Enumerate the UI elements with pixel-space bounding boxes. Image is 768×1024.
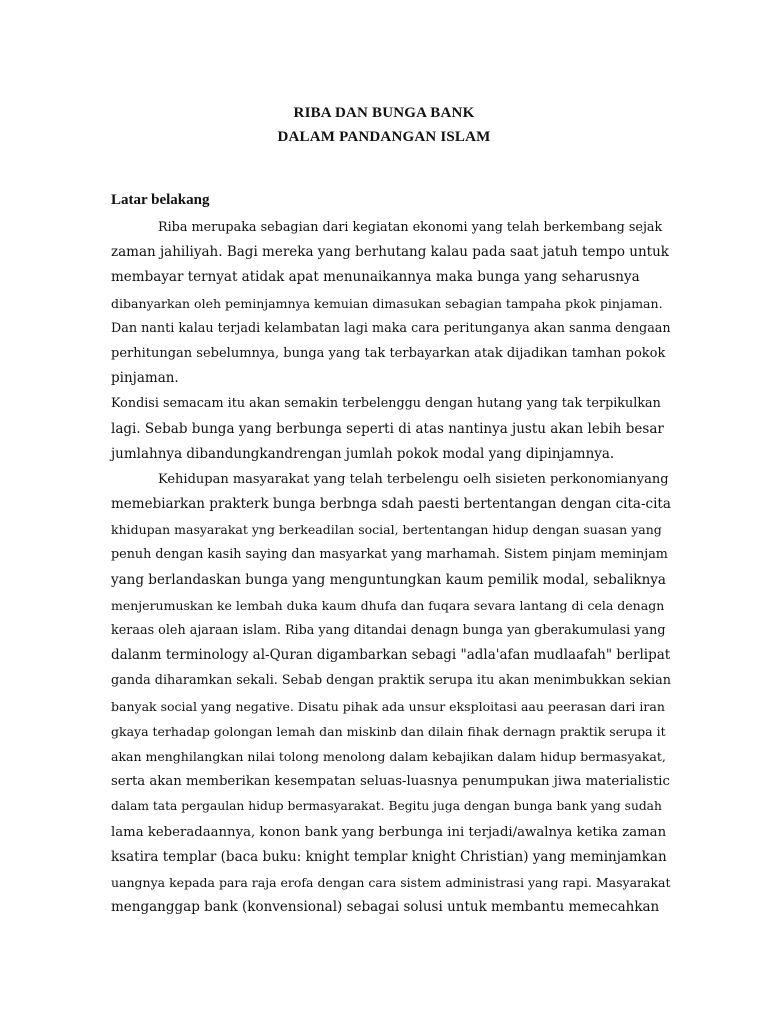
text-line: Dan nanti kalau terjadi kelambatan lagi maka cara peritunganya akan sanma dengaan: [111, 320, 671, 336]
text-line: Kondisi semacam itu akan semakin terbelenggu dengan hutang yang tak terpikulkan: [111, 396, 661, 412]
text-line: lama keberadaannya, konon bank yang berbunga ini terjadi/awalnya ketika zaman: [111, 824, 667, 840]
text-line: dalam tata pergaulan hidup bermasyarakat. Begitu juga dengan bunga bank yang sudah: [111, 799, 662, 814]
text-line: jumlahnya dibandungkandrengan jumlah pokok modal yang dipinjamnya.: [111, 445, 615, 462]
text-line: banyak social yang negative. Disatu pihak ada unsur eksploitasi aau peerasan dari iran: [111, 698, 665, 714]
text-line: akan menghilangkan nilai tolong menolong dalam kebajikan dalam hidup bermasyakat,: [111, 748, 666, 764]
text-line: uangnya kepada para raja erofa dengan cara sistem administrasi yang rapi. Masyarakat: [111, 874, 671, 890]
text-line: dalanm terminology al-Quran digambarkan sebagi "adla'afan mudlaafah" berlipat: [111, 647, 671, 664]
text-line: gkaya terhadap golongan lemah dan miskinb dan dilain fihak dernagn praktik serupa it: [111, 723, 666, 739]
text-line: ksatira templar (baca buku: knight templar knight Christian) yang meminjamkan: [111, 848, 667, 865]
text-line: dibanyarkan oleh peminjamnya kemuian dimasukan sebagian tampaha pkok pinjaman.: [111, 295, 663, 311]
body-text: [111, 215, 671, 920]
text-line: membayar ternyat atidak apat menunaikannya maka bunga yang seharusnya: [111, 269, 640, 286]
text-line: lagi. Sebab bunga yang berbunga seperti di atas nantinya justu akan lebih besar: [111, 420, 664, 437]
text-line: penuh dengan kasih saying dan masyarkat yang marhamah. Sistem pinjam meminjam: [111, 547, 668, 563]
text-line: Kehidupan masyarakat yang telah terbelengu oelh sisieten perkonomianyang: [158, 471, 669, 487]
text-line: zaman jahiliyah. Bagi mereka yang berhutang kalau pada saat jatuh tempo untuk: [111, 244, 669, 261]
text-line: khidupan masyarakat yng berkeadilan social, bertentangan hidup dengan suasan yang: [111, 522, 662, 538]
text-line: yang berlandaskan bunga yang menguntungkan kaum pemilik modal, sebaliknya: [111, 571, 666, 588]
text-line: ganda diharamkan sekali. Sebab dengan praktik serupa itu akan menimbukkan sekian: [111, 673, 671, 689]
document-title-line-2: DALAM PANDANGAN ISLAM: [277, 129, 491, 145]
text-line: menjerumuskan ke lembah duka kaum dhufa dan fuqara sevara lantang di cela denagn: [111, 597, 665, 613]
text-line: serta akan memberikan kesempatan seluas-luasnya penumpukan jiwa materialistic: [111, 774, 670, 790]
text-line: perhitungan sebelumnya, bunga yang tak terbayarkan atak dijadikan tamhan pokok: [111, 345, 666, 361]
text-line: keraas oleh ajaraan islam. Riba yang ditandai denagn bunga yan gberakumulasi yang: [111, 623, 666, 638]
document-title-line-1: RIBA DAN BUNGA BANK: [293, 105, 475, 121]
text-line: pinjaman.: [111, 370, 179, 387]
text-line: menganggap bank (konvensional) sebagai solusi untuk membantu memecahkan: [111, 899, 660, 916]
text-line: memebiarkan prakterk bunga berbnga sdah paesti bertentangan dengan cita-cita: [111, 496, 671, 513]
section-heading: Latar belakang: [111, 192, 210, 208]
text-line: Riba merupaka sebagian dari kegiatan ekonomi yang telah berkembang sejak: [158, 220, 663, 235]
